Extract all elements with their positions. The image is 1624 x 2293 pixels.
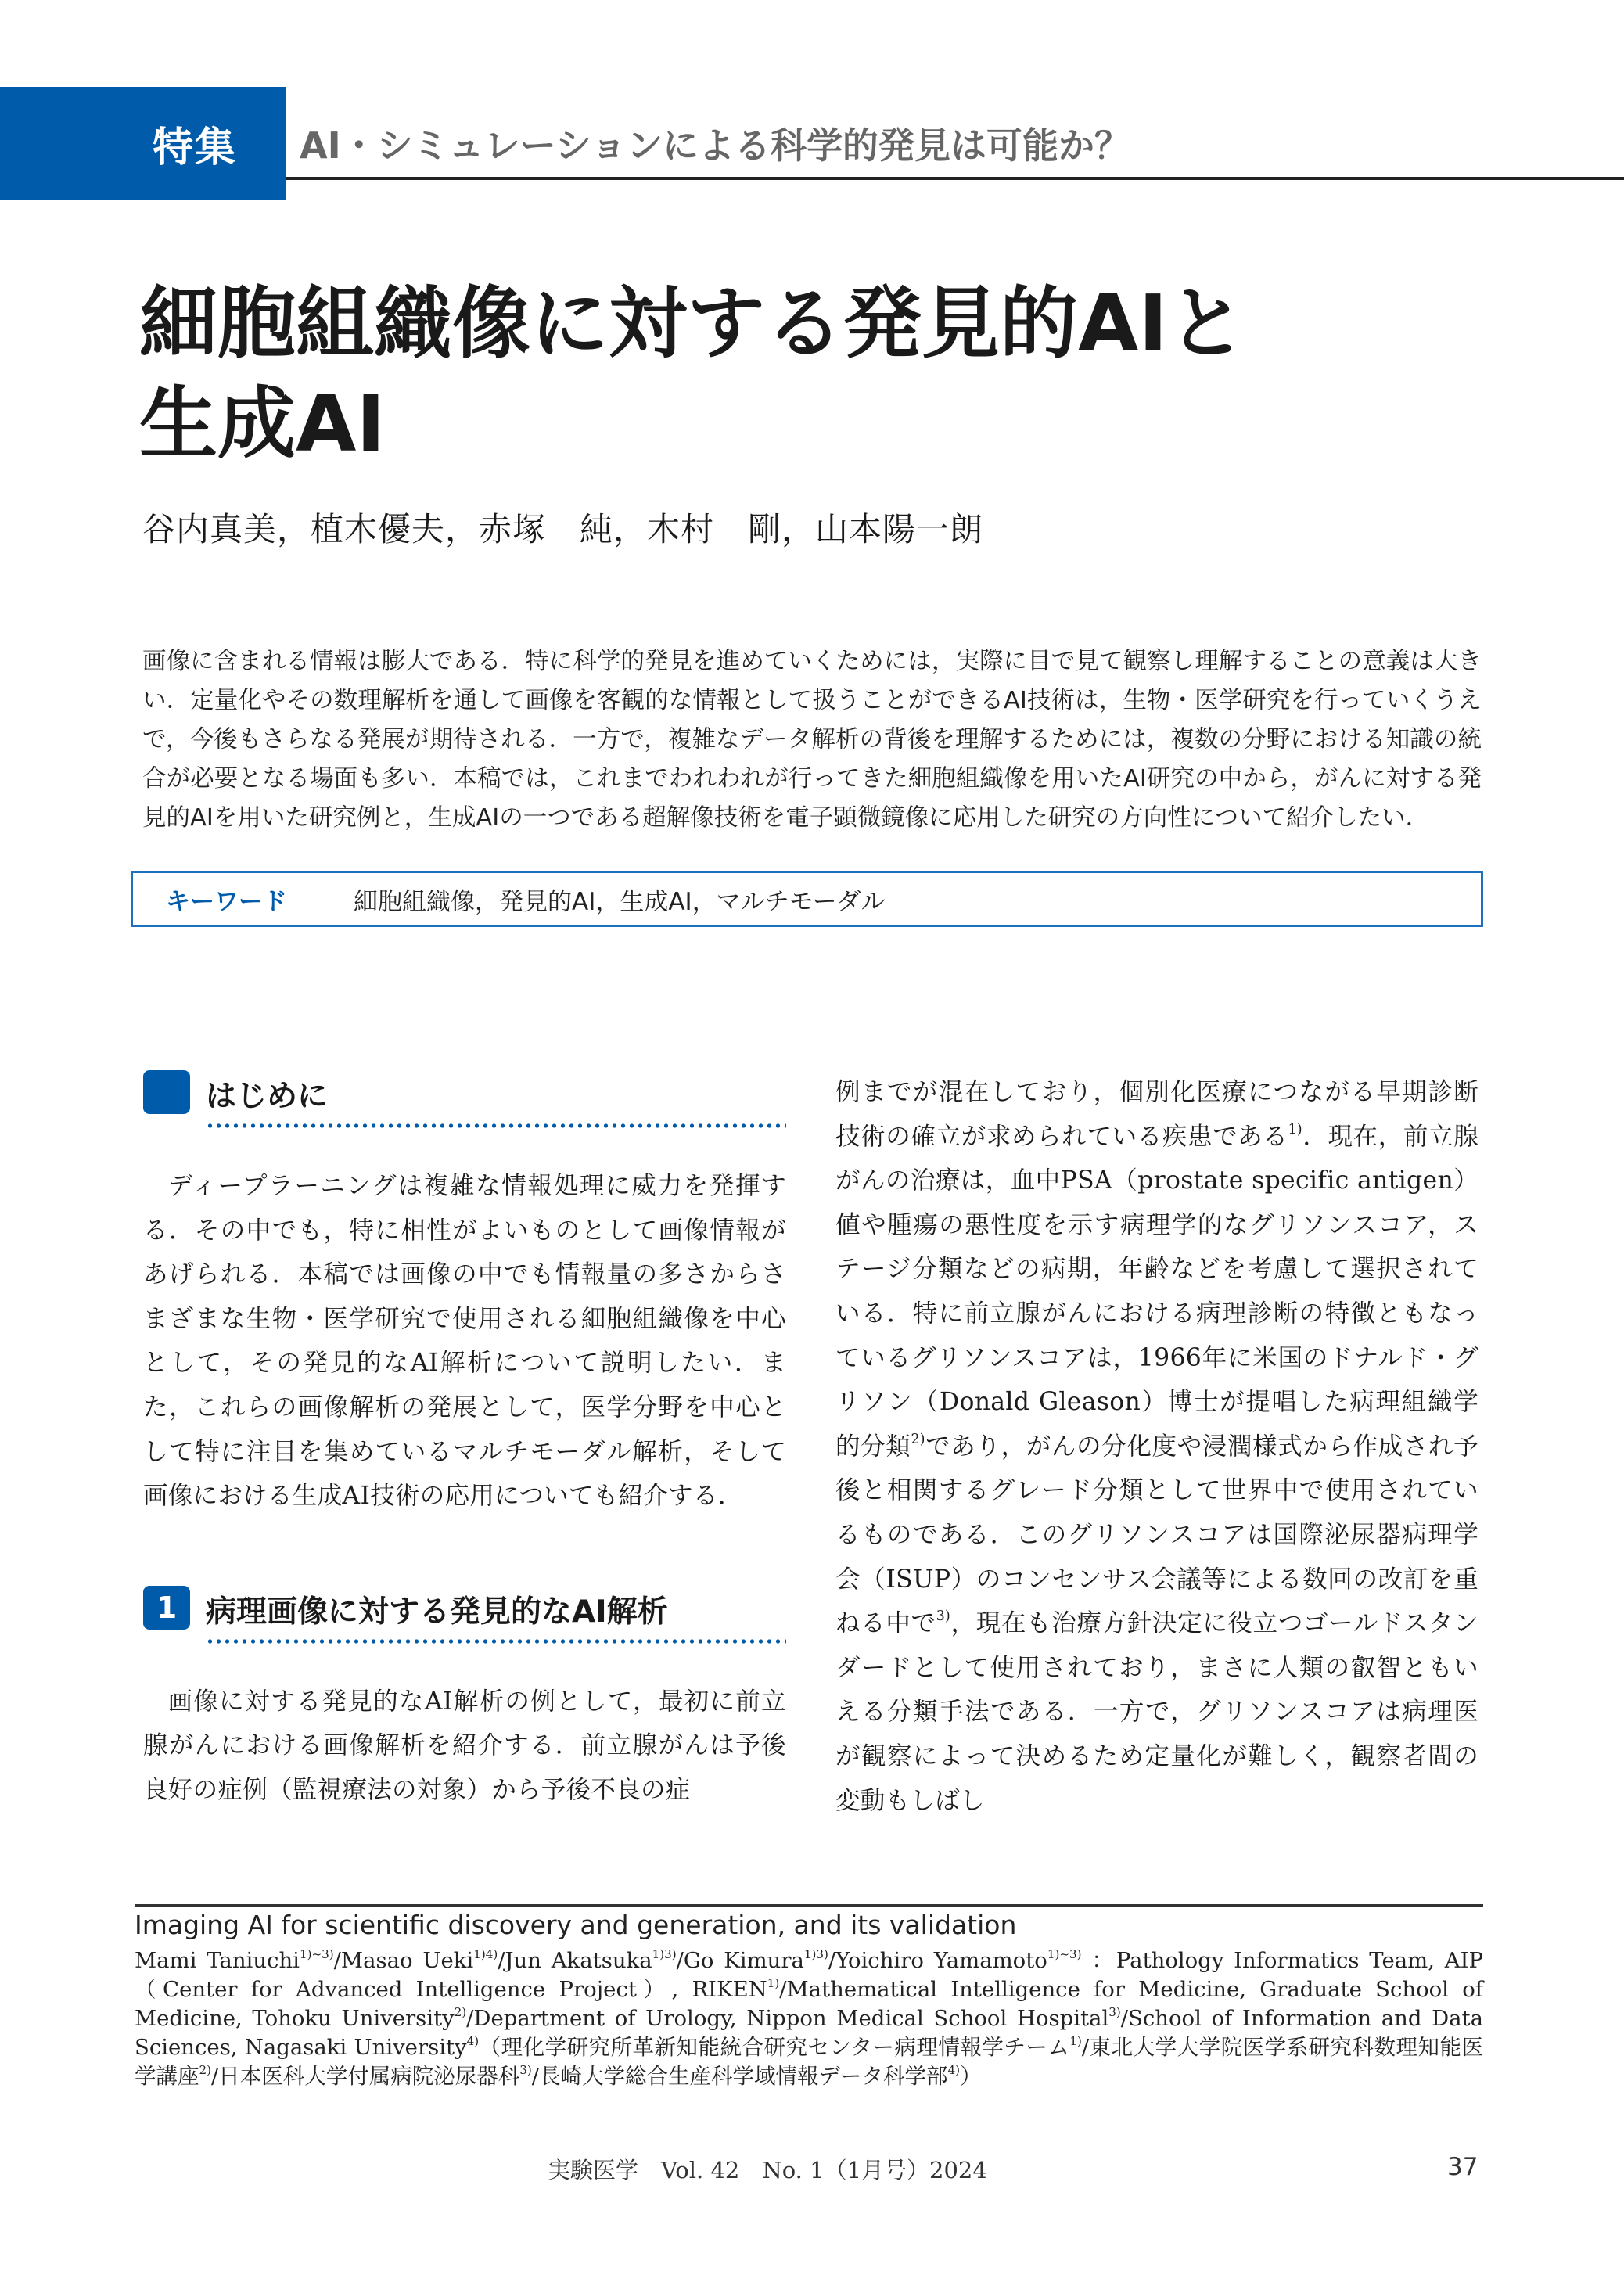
author-en: Yoichiro Yamamoto (835, 1948, 1047, 1973)
affil-marker: 1)3) (803, 1946, 828, 1961)
affil-marker: 1)~3) (1047, 1946, 1082, 1961)
paragraph: 画像に対する発見的なAI解析の例として，最初に前立腺がんにおける画像解析を紹介する．前立腺がんは予後良好の症例（監視療法の対象）から予後不良の症 (143, 1687, 786, 1804)
affil-marker: 3) (1108, 2004, 1121, 2019)
header-rule (286, 177, 1624, 180)
affiliation-jp: （理化学研究所革新知能統合研究センター病理情報学チーム (479, 2035, 1070, 2060)
footer-rule (135, 1904, 1483, 1907)
affil-marker: 2) (454, 2004, 467, 2019)
affil-marker: 4) (947, 2062, 961, 2077)
section-marker-icon (143, 1070, 190, 1114)
affil-marker: 4) (466, 2033, 480, 2048)
series-band (0, 87, 286, 200)
affil-marker: 1) (767, 1975, 780, 1990)
author-en: Go Kimura (683, 1948, 804, 1973)
affil-marker: 3) (519, 2062, 532, 2077)
affiliation-en: /Mathematical Intelligence for Medicine, Graduate School of Medicine, Tohoku University (135, 1977, 1483, 2031)
english-title: Imaging AI for scientific discovery and generation, and its validation (135, 1910, 1017, 1940)
paragraph: ディープラーニングは複雑な情報処理に威力を発揮する．その中でも，特に相性がよいものとして画像情報があげられる．本稿では画像の中でも情報量の多さからさまざまな生物・医学研究で使用される細胞組織像を中心として，その発見的なAI解析について説明したい．また，これらの画像解析の発展として，医学分野を中心として特に注目を集めているマルチモーダル解析，そして画像における生成AI技術の応用についても紹介する． (143, 1172, 786, 1511)
keyword-label: キーワード (166, 887, 287, 916)
section-number-badge: 1 (143, 1586, 190, 1630)
keyword-values: 細胞組織像，発見的AI，生成AI，マルチモーダル (354, 887, 886, 916)
keyword-box (131, 871, 1483, 927)
author-en: Mami Taniuchi (135, 1948, 300, 1973)
page-number: 37 (1447, 2153, 1478, 2181)
article-title (139, 274, 1469, 474)
text-run: 例までが混在しており，個別化医療につながる早期診断技術の確立が求められている疾患である (835, 1078, 1478, 1151)
author-en: Jun Akatsuka (505, 1948, 652, 1973)
affiliation-en: ：Pathology Informatics Team, AIP（Center for Advanced Intelligence Project）, RIKEN (135, 1948, 1483, 2002)
journal-info: 実験医学 Vol. 42 No. 1（1月号）2024 (548, 2157, 987, 2183)
affiliation-jp: /日本医科大学付属病院泌尿器科 (211, 2064, 520, 2089)
section-heading-1 (143, 1586, 786, 1642)
affiliation-en: /School of Information and Data Sciences, Nagasaki University (135, 2006, 1484, 2060)
affil-marker: 1)4) (473, 1946, 498, 1961)
section-title: はじめに (206, 1079, 329, 1114)
affil-marker: 2) (199, 2062, 212, 2077)
left-column (143, 1070, 786, 1813)
affiliation-close: ） (960, 2064, 982, 2089)
article-title-line-1: 細胞組織像に対する発見的AIと (139, 278, 1246, 369)
affiliations: Mami Taniuchi$^{1)\sim 3)}$/Masao Ueki$^{1)4)}$/Jun Akatsuka$^{1)3)}$/Go Kimura$^{1)3)}$/Yoichiro Yamamoto$^{1)\sim 3)}$ ：Pathology Informatics Team, AIP（Center for Advanced Intelligence Project）, RIKEN$^{1)}$/Mathematical Intelligence for Medicine, Graduate School of Medicine, Tohoku University$^{2)}$/Department of Urology, Nippon Medical School Hospital$^{3)}$/School of Information and Data Sciences, Nagasaki University$^{4)}$（理化学研究所革新知能統合研究センター病理情報学チーム$^{1)}$/東北大学大学院医学系研究科数理知能医学講座$^{2)}$/日本医科大学付属病院泌尿器科$^{3)}$/長崎大学総合生産科学域情報データ科学部$^{4)}$） (135, 1946, 1484, 2089)
affil-marker: 1) (1069, 2033, 1082, 2048)
reference-marker[interactable]: 3) (936, 1608, 951, 1625)
article-title-line-2: 生成AI (139, 378, 386, 469)
dotted-rule (206, 1639, 786, 1644)
author-en: Masao Ueki (340, 1948, 474, 1973)
section-heading-intro (143, 1070, 786, 1127)
dotted-rule (206, 1123, 786, 1128)
section-title: 病理画像に対する発見的なAI解析 (206, 1594, 668, 1630)
affiliation-jp: /東北大学大学院医学系研究科数理知能医学講座 (135, 2035, 1484, 2089)
affil-marker: 1)~3) (299, 1946, 334, 1961)
text-run: ，現在も治療方針決定に役立つゴールドスタンダードとして使用されており，まさに人類の叡智ともいえる分類手法である．一方で，グリソンスコアは病理医が観察によって決めるため定量化が難しく，観察者間の変動もしばし (835, 1609, 1478, 1815)
affil-marker: 1)3) (652, 1946, 677, 1961)
author-list: 谷内真美，植木優夫，赤塚 純，木村 剛，山本陽一朗 (142, 510, 984, 548)
text-run: であり，がんの分化度や浸潤様式から作成され予後と相関するグレード分類として世界中で使用されているものである．このグリソンスコアは国際泌尿器病理学会（ISUP）のコンセンサス会議等による数回の改訂を重ねる中で (835, 1432, 1478, 1638)
paragraph (835, 1070, 1478, 1823)
series-label: 特集 (152, 124, 237, 171)
reference-marker[interactable]: 2) (911, 1431, 925, 1447)
reference-marker[interactable]: 1) (1288, 1121, 1302, 1138)
affiliation-en: /Department of Urology, Nippon Medical School Hospital (466, 2006, 1109, 2031)
text-run: ．現在，前立腺がんの治療は，血中PSA（prostate specific antigen）値や腫瘍の悪性度を示す病理学的なグリソンスコア，ステージ分類などの病期，年齢などを考慮して選択されている．特に前立腺がんにおける病理診断の特徴ともなっているグリソンスコアは，1966年に米国のドナルド・グリソン（Donald Gleason）博士が提唱した病理組織学的分類 (835, 1122, 1478, 1461)
series-title: AI・シミュレーションによる科学的発見は可能か？ (300, 124, 1130, 167)
right-column (835, 1070, 1478, 1823)
affiliation-jp: /長崎大学総合生産科学域情報データ科学部 (531, 2064, 948, 2089)
abstract: 画像に含まれる情報は膨大である．特に科学的発見を進めていくためには，実際に目で見て観察し理解することの意義は大きい．定量化やその数理解析を通して画像を客観的な情報として扱うことができるAI技術は，生物・医学研究を行っていくうえで，今後もさらなる発展が期待される．一方で，複雑なデータ解析の背後を理解するためには，複数の分野における知識の統合が必要となる場面も多い．本稿では，これまでわれわれが行ってきた細胞組織像を用いたAI研究の中から，がんに対する発見的AIを用いた研究例と，生成AIの一つである超解像技術を電子顕微鏡像に応用した研究の方向性について紹介したい． (142, 647, 1482, 832)
